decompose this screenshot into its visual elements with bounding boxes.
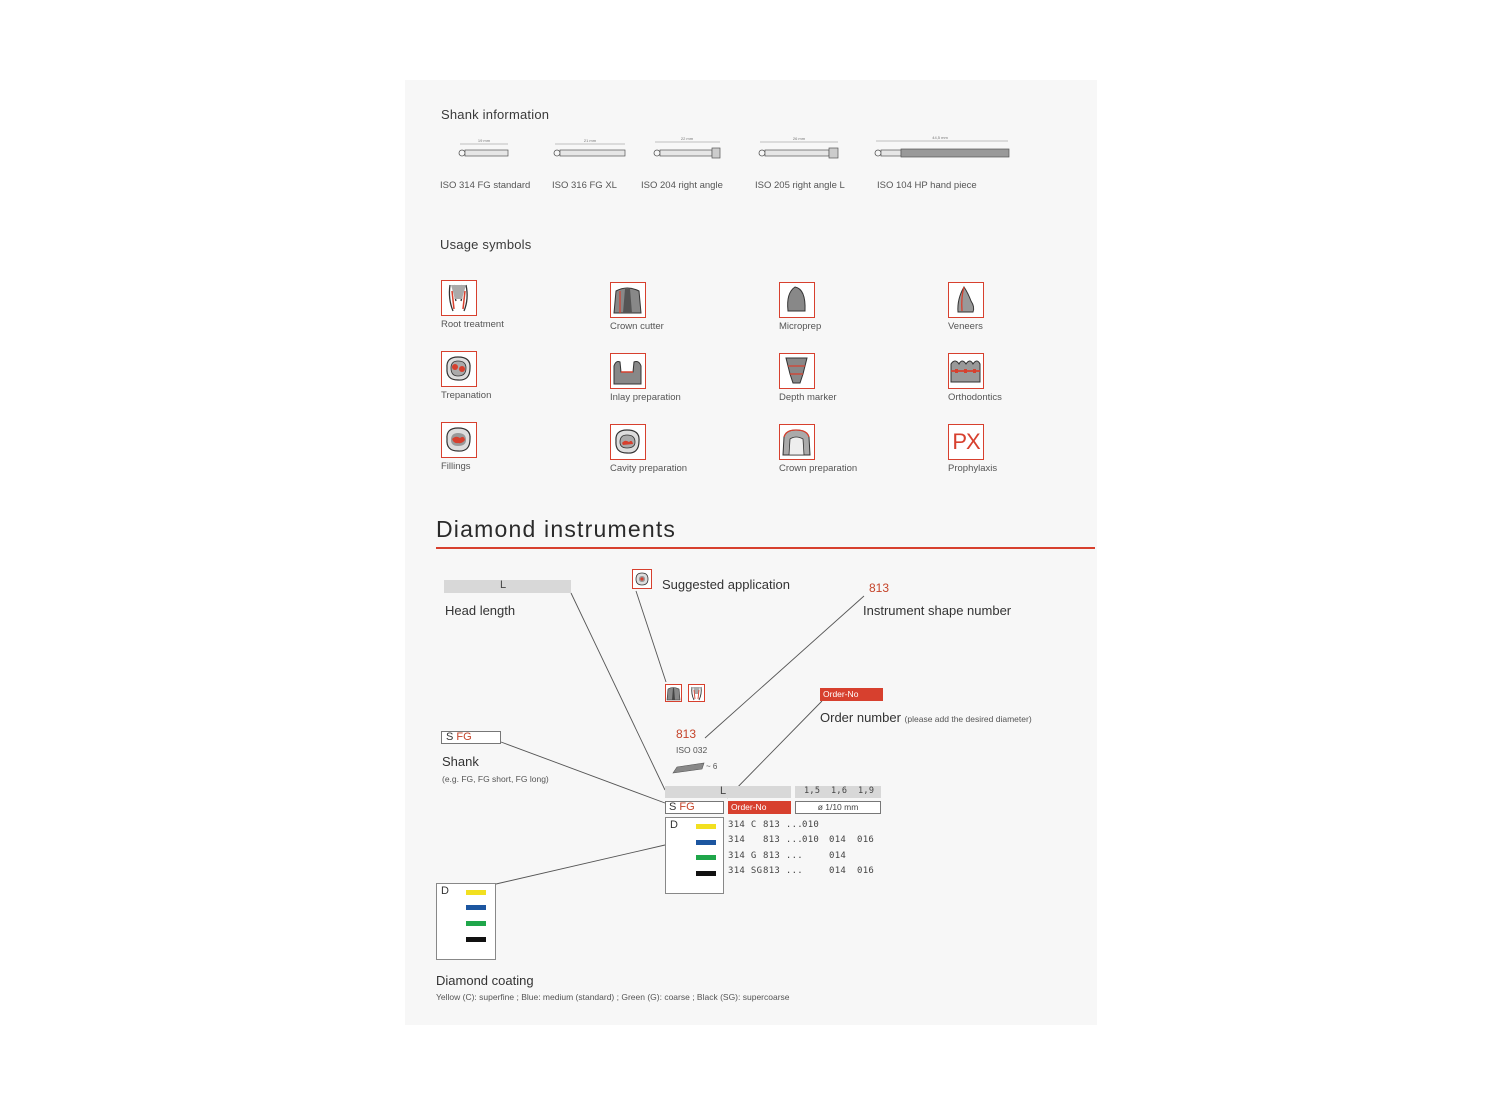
- row-number: 813 ...: [763, 851, 804, 861]
- blue-coating-swatch: [466, 905, 486, 910]
- shape-number: 813: [869, 581, 890, 595]
- usage-label: Root treatment: [441, 319, 504, 330]
- diamond-section-title: Diamond instruments: [436, 516, 677, 542]
- crown-cutter-icon: [665, 684, 682, 702]
- row-d3: 016: [857, 835, 875, 845]
- shank-dim-label: 26 mm: [792, 136, 806, 141]
- usage-label: Depth marker: [779, 392, 837, 403]
- coating-note: Yellow (C): superfine ; Blue: medium (standard) ; Green (G): coarse ; Black (SG): supercoarse: [436, 992, 790, 1002]
- row-shank: 314 SG: [728, 866, 763, 876]
- usage-label: Veneers: [948, 321, 983, 332]
- suggested-application-label: Suggested application: [662, 577, 790, 592]
- diameter-value: 1,9: [858, 786, 875, 796]
- shank-title: Shank: [442, 754, 479, 769]
- usage-label: Trepanation: [441, 390, 492, 401]
- row-d2: 014: [829, 851, 847, 861]
- head-length-label: Head length: [445, 603, 516, 618]
- usage-label: Orthodontics: [948, 392, 1002, 403]
- row-d1: 010: [802, 820, 820, 830]
- usage-label: Cavity preparation: [610, 463, 688, 474]
- usage-label: Prophylaxis: [948, 463, 998, 474]
- shank-dim-label: 22 mm: [680, 136, 694, 141]
- shank-label: ISO 316 FG XL: [552, 180, 617, 191]
- usage-label: Inlay preparation: [610, 392, 681, 403]
- row-d1: 010: [802, 835, 820, 845]
- row-number: 813 ...: [763, 835, 804, 845]
- application-example-icon: [632, 569, 652, 589]
- yellow-coating-swatch: [696, 824, 716, 829]
- order-number-note: (please add the desired diameter): [904, 714, 1032, 724]
- row-number: 813 ...: [763, 820, 804, 830]
- table-coating-d-label: D: [670, 819, 678, 831]
- instrument-head-icon: [672, 761, 706, 775]
- shank-label: ISO 314 FG standard: [440, 180, 531, 191]
- row-number: 813 ...: [763, 866, 804, 876]
- coating-title: Diamond coating: [436, 973, 534, 988]
- shank-code-s: S: [446, 731, 454, 743]
- table-shank-box: [665, 801, 724, 814]
- shank-label: ISO 204 right angle: [641, 180, 723, 191]
- row-shank: 314 G: [728, 851, 757, 861]
- table-shank-s: S: [669, 801, 677, 813]
- example-iso-code: ISO 032: [676, 745, 708, 755]
- table-coating-box: [665, 817, 724, 894]
- shank-code-box: [441, 731, 501, 744]
- head-length-bar-label: L: [500, 579, 507, 591]
- blue-coating-swatch: [696, 840, 716, 845]
- row-d2: 014: [829, 866, 847, 876]
- shank-dim-label: 19 mm: [477, 138, 491, 143]
- table-shank-fg: FG: [679, 801, 695, 813]
- usage-label: Crown cutter: [610, 321, 664, 332]
- usage-section-title: Usage symbols: [440, 237, 532, 252]
- coating-legend-box: [436, 883, 496, 960]
- shank-dim-label: 44,5 mm: [932, 135, 948, 140]
- head-length-bar: [444, 580, 571, 593]
- shank-dim-label: 21 mm: [583, 138, 597, 143]
- shank-label: ISO 104 HP hand piece: [877, 180, 977, 191]
- row-shank: 314 C: [728, 820, 757, 830]
- yellow-coating-swatch: [466, 890, 486, 895]
- order-number-label: [820, 710, 1032, 725]
- green-coating-swatch: [696, 855, 716, 860]
- shank-section-title: Shank information: [441, 107, 550, 122]
- usage-label: Microprep: [779, 321, 822, 332]
- row-d3: 016: [857, 866, 875, 876]
- row-shank: 314: [728, 835, 746, 845]
- order-no-badge: Order-No: [820, 688, 883, 701]
- shank-code-fg: FG: [456, 731, 472, 743]
- diameter-value: 1,6: [831, 786, 848, 796]
- table-length-header: [665, 786, 791, 798]
- black-coating-swatch: [696, 871, 716, 876]
- table-diameter-header: [795, 786, 881, 798]
- black-coating-swatch: [466, 937, 486, 942]
- shape-number-label: Instrument shape number: [863, 603, 1012, 618]
- order-number-text: Order number: [820, 710, 901, 725]
- diameter-value: 1,5: [804, 786, 821, 796]
- table-length-label: L: [720, 785, 727, 797]
- usage-label: Fillings: [441, 461, 471, 472]
- example-size-note: ~ 6: [706, 762, 718, 771]
- table-order-badge: Order-No: [728, 801, 791, 814]
- green-coating-swatch: [466, 921, 486, 926]
- prophylaxis-icon-text: PX: [952, 429, 980, 454]
- usage-label: Crown preparation: [779, 463, 858, 474]
- row-d2: 014: [829, 835, 847, 845]
- shank-label: ISO 205 right angle L: [755, 180, 845, 191]
- root-treatment-icon: [688, 684, 705, 702]
- example-shape-number: 813: [676, 727, 697, 741]
- shank-note: (e.g. FG, FG short, FG long): [442, 774, 549, 784]
- table-unit-box: ø 1/10 mm: [795, 801, 881, 814]
- coating-d-label: D: [441, 885, 449, 897]
